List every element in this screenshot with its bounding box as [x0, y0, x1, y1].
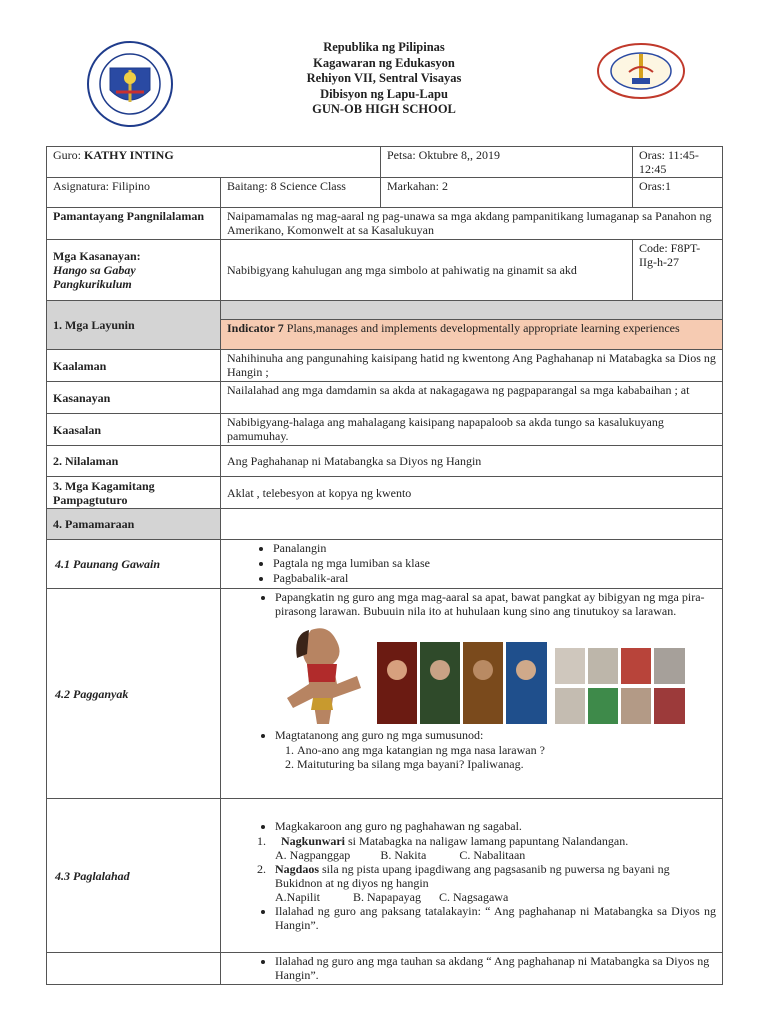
paunang-item: • Panalangin: [273, 541, 716, 555]
asignatura-cell: Asignatura: Filipino: [47, 178, 221, 208]
kasanayan-sublabel: Hango sa Gabay Pangkurikulum: [53, 263, 136, 291]
indicator-cell: [221, 320, 723, 350]
document-header: [0, 0, 768, 140]
pagganyak-pictures: [273, 624, 716, 724]
code-cell: Code: F8PT-IIg-h-27: [633, 240, 723, 301]
oras-time-cell: Oras: 11:45-12:45: [633, 147, 723, 178]
q2-choices: [227, 890, 716, 904]
paglalahad-label: 4.3 Paglalahad: [47, 799, 221, 953]
q2-choice-b: B. Napapayag: [353, 889, 421, 904]
paunang-content: [221, 540, 723, 589]
kaalaman-row: [47, 350, 723, 382]
layunin-gray-row: [47, 301, 723, 320]
paglalahad-item-1: 1. Nagkunwari si Matabagka na naligaw lamang papuntang Nalandangan.: [257, 833, 629, 848]
kaalaman-value: Nahihinuha ang pangunahing kaisipang hatid ng kwentong Ang Paghahanap ni Matabagka sa Dios ng Hangin ;: [221, 350, 723, 382]
kaalaman-label: Kaalaman: [47, 350, 221, 382]
kagamitan-value: Aklat , telebesyon at kopya ng kwento: [221, 477, 723, 509]
heroes-poster-picture: [377, 642, 547, 724]
pamantayang-value: Naipamamalas ng mag-aaral ng pag-unawa sa mga akdang pampanitikang lumaganap sa Panahon ng Amerikano, Komonwelt at sa Kasalukuyan: [221, 208, 723, 240]
kasanayan-label-cell: [47, 240, 221, 301]
q2-sentence: sila ng pista upang ipagdiwang ang pagsasanib ng puwersa ng bayani ng Bukidnon at ng diyos ng hangin: [275, 861, 670, 890]
kasanayan2-label: Kasanayan: [47, 382, 221, 414]
paglalahad-first: • Magkakaroon ang guro ng paghahawan ng sagabal.: [275, 819, 716, 833]
last-row: [47, 953, 723, 985]
pagganyak-question: 1. Ano-ano ang mga katangian ng mga nasa larawan ?: [297, 743, 716, 757]
header-school: GUN-OB HIGH SCHOOL: [312, 102, 456, 116]
kaasalan-value: Nabibigyang-halaga ang mahalagang kaisipang napapaloob sa akda tungo sa kasalukuyang pamumuhay.: [221, 414, 723, 446]
pagganyak-ask: • Magtatanong ang guro ng mga sumusunod:: [275, 728, 716, 742]
q1-choices: [227, 848, 716, 862]
pagganyak-row: [47, 589, 723, 799]
kasanayan-row: [47, 240, 723, 301]
kaasalan-label: Kaasalan: [47, 414, 221, 446]
paglalahad-item-2: 2. Nagdaos sila ng pista upang ipagdiwang ang pagsasanib ng puwersa ng bayani ng Bukidnon at ng diyos ng hangin: [257, 861, 670, 890]
header-dibisyon: Dibisyon ng Lapu-Lapu: [320, 86, 448, 101]
q2-keyword: Nagdaos: [275, 861, 320, 876]
guro-name: KATHY INTING: [84, 148, 174, 162]
info-row-1: [47, 147, 723, 178]
info-row-2: [47, 178, 723, 208]
paglalahad-last: • Ilalahad ng guro ang paksang tatalakayin: “ Ang paghahanap ni Matabangka sa Diyos ng Hangin”.: [275, 904, 716, 932]
paunang-item: • Pagbabalik-aral: [273, 571, 716, 585]
nilalaman-label: 2. Nilalaman: [47, 446, 221, 477]
pagganyak-question: 2. Maituturing ba silang mga bayani? Ipaliwanag.: [297, 757, 716, 771]
warrior-woman-picture: [273, 624, 369, 724]
pagganyak-label: 4.2 Pagganyak: [47, 589, 221, 799]
last-row-label: [47, 953, 221, 985]
oras-num-cell: Oras:1: [633, 178, 723, 208]
header-kagawaran: Kagawaran ng Edukasyon: [313, 55, 455, 70]
q1-choice-a: A. Nagpanggap: [275, 847, 351, 862]
layunin-label: 1. Mga Layunin: [47, 301, 221, 350]
q1-choice-c: C. Nabalitaan: [459, 847, 526, 862]
kagamitan-row: [47, 477, 723, 509]
nilalaman-value: Ang Paghahanap ni Matabangka sa Diyos ng Hangin: [221, 446, 723, 477]
pagganyak-intro: • Papangkatin ng guro ang mga mag-aaral sa apat, bawat pangkat ay bibigyan ng mga pira-pirasong larawan. Bubuuin nila ito at huhulaan kung sino ang tinutukoy sa larawan.: [275, 590, 716, 618]
paunang-row: [47, 540, 723, 589]
q1-choice-b: B. Nakita: [380, 847, 427, 862]
pagganyak-content: [221, 589, 723, 799]
indicator-text: Plans,manages and implements developmentally appropriate learning experiences: [283, 321, 680, 335]
portraits-collage-picture: [555, 648, 685, 724]
kasanayan2-row: [47, 382, 723, 414]
kaasalan-row: [47, 414, 723, 446]
kasanayan2-value: Nailalahad ang mga damdamin sa akda at nakagagawa ng pagpaparangal sa mga kababaihan ; at: [221, 382, 723, 414]
q2-choice-a: A.Napilit: [275, 889, 320, 904]
markahan-cell: Markahan: 2: [381, 178, 633, 208]
kasanayan-label: Mga Kasanayan:: [53, 249, 141, 263]
paglalahad-content: [221, 799, 723, 953]
kagamitan-label: 3. Mga Kagamitang Pampagtuturo: [47, 477, 221, 509]
paglalahad-row: [47, 799, 723, 953]
paunang-item: • Pagtala ng mga lumiban sa klase: [273, 556, 716, 570]
indicator-number: Indicator 7: [227, 321, 284, 335]
q1-keyword: Nagkunwari: [281, 833, 346, 848]
header-rehiyon: Rehiyon VII, Sentral Visayas: [306, 71, 462, 85]
pamamaraan-row: [47, 509, 723, 540]
layunin-gray-bar: [221, 301, 723, 320]
kasanayan-value: Nabibigyang kahulugan ang mga simbolo at pahiwatig na ginamit sa akd: [221, 240, 633, 301]
baitang-cell: Baitang: 8 Science Class: [221, 178, 381, 208]
paunang-label: 4.1 Paunang Gawain: [47, 540, 221, 589]
nilalaman-row: [47, 446, 723, 477]
petsa-cell: Petsa: Oktubre 8,, 2019: [381, 147, 633, 178]
pamantayang-label: Pamantayang Pangnilalaman: [47, 208, 221, 240]
q1-sentence: si Matabagka na naligaw lamang papuntang Nalandangan.: [345, 833, 629, 848]
q2-choice-c: C. Nagsagawa: [438, 889, 509, 904]
guro-cell: [47, 147, 381, 178]
pamamaraan-label: 4. Pamamaraan: [47, 509, 221, 540]
pamantayang-row: [47, 208, 723, 240]
header-republika: Republika ng Pilipinas: [323, 40, 445, 54]
last-row-item: • Ilalahad ng guro ang mga tauhan sa akdang “ Ang paghahanap ni Matabangka sa Diyos ng Hangin”.: [275, 954, 716, 982]
pamamaraan-empty: [221, 509, 723, 540]
guro-label: Guro:: [53, 148, 81, 162]
lesson-plan-table: [46, 146, 723, 985]
last-row-content: [221, 953, 723, 985]
